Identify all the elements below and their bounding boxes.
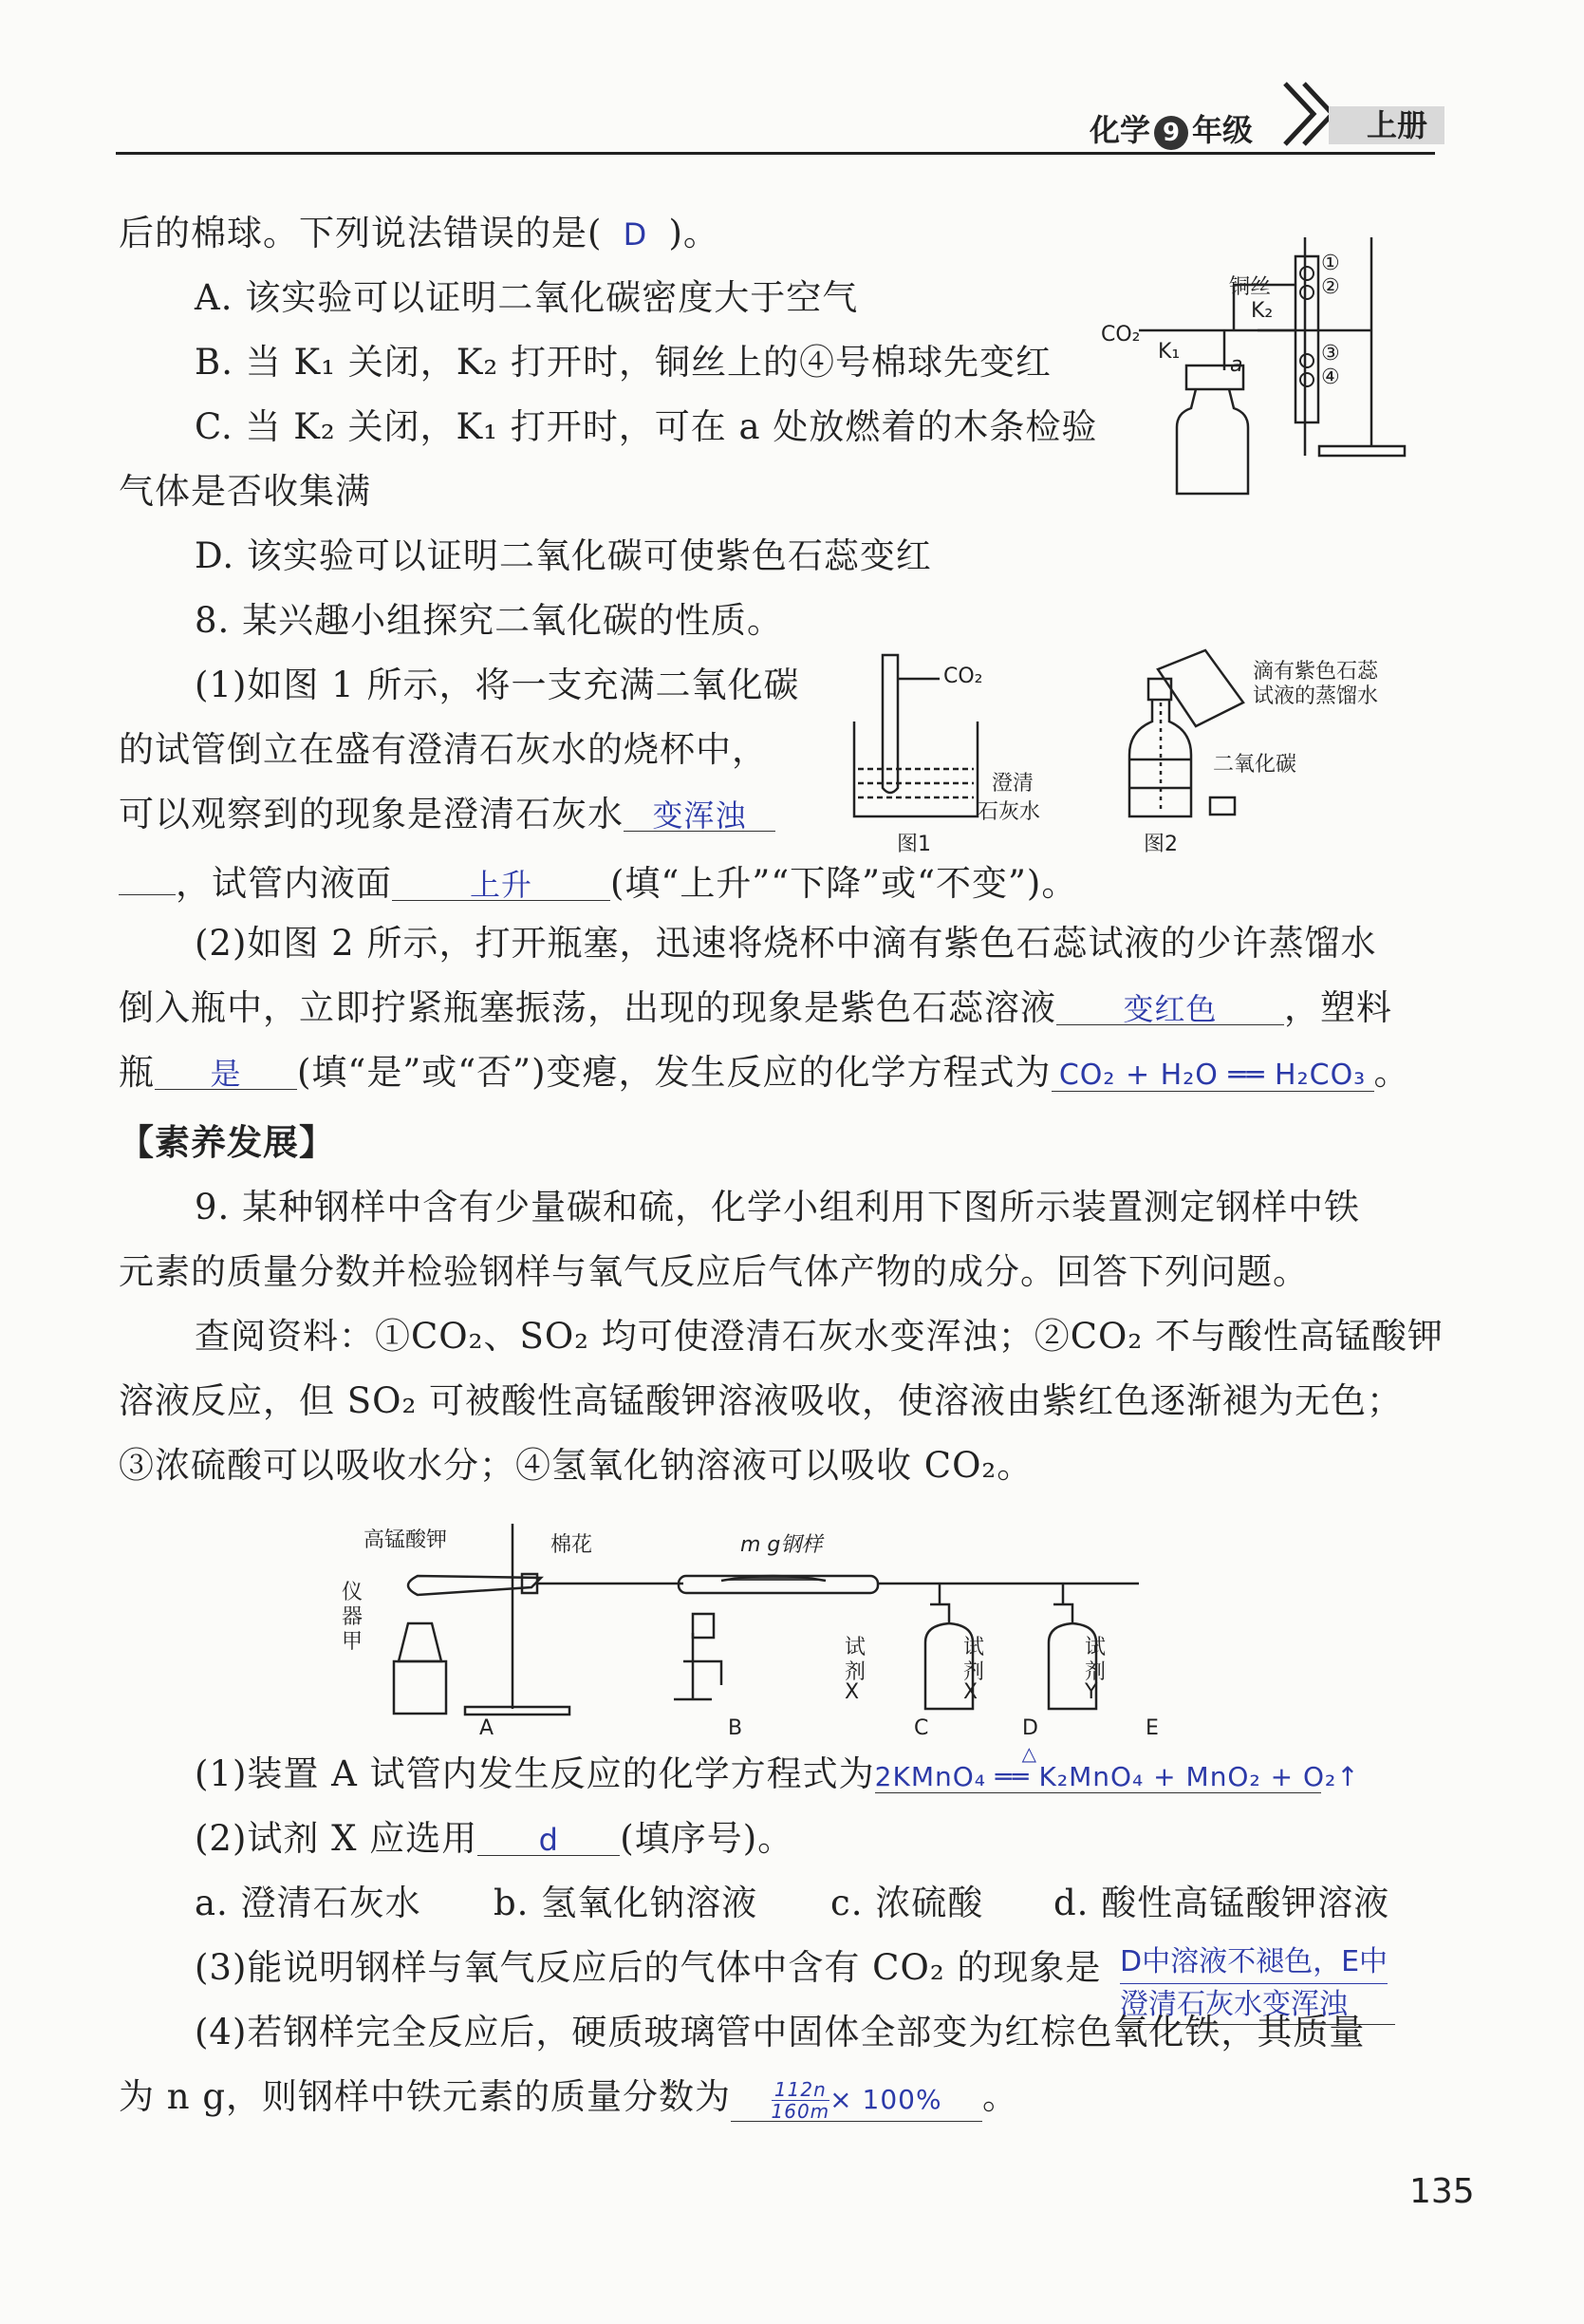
q9-line3: 查阅资料：①CO₂、SO₂ 均可使澄清石灰水变浑浊；②CO₂ 不与酸性高锰酸钾	[195, 1316, 1444, 1357]
q8-p2-line2	[119, 985, 1392, 1031]
q9-s4-fraction	[772, 2079, 830, 2122]
q9-s3-text: (3)能说明钢样与氧气反应后的气体中含有 CO₂ 的现象是	[195, 1947, 1102, 1988]
q7-option-c: C. 当 K₂ 关闭，K₁ 打开时，可在 a 处放燃着的木条检验	[195, 406, 1098, 447]
q7-ball-1: ①	[1321, 252, 1340, 275]
q8-p1-line4	[119, 856, 1077, 907]
q7-ball-4: ④	[1321, 365, 1340, 389]
q9-s4-percent: × 100%	[829, 2084, 942, 2115]
q8-p2-line3-end: 。	[1373, 1052, 1410, 1093]
q9-s2	[195, 1816, 793, 1862]
q9-reagent-c-1: 试	[845, 1636, 867, 1659]
q9-s4-end: 。	[982, 2076, 1019, 2117]
q8-answer-2: 上升	[392, 862, 610, 901]
q9-label-instrument-1: 仪	[342, 1581, 363, 1604]
q8-p2-line2-text: 倒入瓶中，立即拧紧瓶塞振荡，出现的现象是紫色石蕊溶液	[119, 987, 1056, 1028]
q7-option-d: D. 该实验可以证明二氧化碳可使紫色石蕊变红	[195, 535, 932, 576]
q8-title: 8. 某兴趣小组探究二氧化碳的性质。	[195, 600, 784, 641]
q7-stem-end: )。	[668, 213, 719, 253]
q9-letter-d: D	[1022, 1716, 1038, 1740]
q9-letter-b: B	[728, 1716, 743, 1740]
q8-fig1-limewater1: 澄清	[992, 772, 1034, 796]
q9-s4-denominator: 160m	[771, 2099, 830, 2123]
q8-p2-line3-a: 瓶	[119, 1052, 155, 1093]
q9-s3-answer-2: 澄清石灰水变浑浊	[1120, 1986, 1395, 2025]
q9-s4-line2	[119, 2074, 1018, 2122]
q7-option-a: A. 该实验可以证明二氧化碳密度大于空气	[195, 277, 859, 318]
q8-p1-line4-end: (填“上升”“下降”或“不变”)。	[610, 863, 1078, 904]
q9-line2: 元素的质量分数并检验钢样与氧气反应后气体产物的成分。回答下列问题。	[119, 1251, 1309, 1292]
q7-label-co2: CO₂	[1101, 323, 1141, 347]
volume-label: 上册	[1329, 106, 1444, 144]
q9-letter-a: A	[479, 1716, 494, 1740]
q9-s4-answer	[731, 2075, 982, 2122]
q8-fig2-caption: 图2	[1144, 833, 1178, 856]
q7-label-k1: K₁	[1158, 340, 1181, 364]
q8-fig2-co2: 二氧化碳	[1213, 753, 1297, 777]
q9-letter-e: E	[1146, 1716, 1159, 1740]
q9-s1-condition: △	[1021, 1742, 1038, 1765]
q8-fig1-caption: 图1	[897, 833, 931, 856]
q8-answer-3: 变红色	[1056, 986, 1284, 1025]
q8-answer-5: CO₂ + H₂O ══ H₂CO₃	[1052, 1053, 1374, 1092]
grade-badge: 9	[1154, 116, 1188, 150]
q9-reagent-e-2: 剂	[1085, 1660, 1107, 1684]
q7-option-b: B. 当 K₁ 关闭，K₂ 打开时，铜丝上的④号棉球先变红	[195, 342, 1052, 383]
q7-label-copper: 铜丝	[1229, 275, 1272, 299]
q9-line1: 9. 某种钢样中含有少量碳和硫，化学小组利用下图所示装置测定钢样中铁	[195, 1187, 1361, 1228]
q9-line5: ③浓硫酸可以吸收水分；④氢氧化钠溶液可以吸收 CO₂。	[119, 1445, 1034, 1486]
q7-stem-text: 后的棉球。下列说法错误的是(	[119, 213, 603, 253]
q8-fig2-litmus1: 滴有紫色石蕊	[1253, 660, 1379, 684]
q8-p2-line3	[119, 1050, 1410, 1096]
q8-p1-line4-mid: ，试管内液面	[176, 863, 392, 904]
q9-choice-d: d. 酸性高锰酸钾溶液	[1053, 1883, 1390, 1923]
header-rule	[116, 152, 1435, 155]
grade-suffix: 年级	[1192, 112, 1254, 148]
q9-reagent-d-2: 剂	[963, 1660, 985, 1684]
q9-s4-numerator: 112n	[772, 2079, 830, 2101]
q9-s2-end: (填序号)。	[620, 1818, 794, 1859]
q8-fig1-limewater2: 石灰水	[978, 800, 1041, 824]
q9-line4: 溶液反应，但 SO₂ 可被酸性高锰酸钾溶液吸收，使溶液由紫红色逐渐褪为无色；	[119, 1380, 1404, 1421]
q7-ball-2: ②	[1321, 275, 1340, 299]
q8-answer-1-cont	[119, 856, 176, 895]
q7-option-c-cont: 气体是否收集满	[119, 471, 371, 512]
q8-p2-line3-b: (填“是”或“否”)变瘪，发生反应的化学方程式为	[297, 1052, 1052, 1093]
q9-reagent-c-2: 剂	[845, 1660, 867, 1684]
q9-choice-c: c. 浓硫酸	[830, 1883, 984, 1923]
q8-p1-line2: 的试管倒立在盛有澄清石灰水的烧杯中，	[119, 729, 768, 770]
q9-s1-answer: 2KMnO₄ ══ K₂MnO₄ + MnO₂ + O₂↑	[875, 1754, 1321, 1793]
header-subject	[1090, 106, 1253, 150]
q8-fig2-litmus2: 试液的蒸馏水	[1253, 684, 1379, 708]
q9-s4-line2-text: 为 n g，则钢样中铁元素的质量分数为	[119, 2076, 732, 2117]
q9-reagent-d-3: X	[963, 1680, 978, 1704]
q8-p2-line2-end: ，塑料	[1284, 987, 1392, 1028]
q8-answer-1: 变浑浊	[624, 793, 775, 832]
q9-label-instrument-2: 器	[342, 1605, 363, 1629]
q9-s1	[195, 1742, 1360, 1797]
q9-letter-c: C	[914, 1716, 929, 1740]
q9-reagent-c-3: X	[845, 1680, 860, 1704]
subject-label: 化学	[1090, 112, 1151, 148]
q8-p1-line3	[119, 792, 775, 837]
q8-p2-line1: (2)如图 2 所示，打开瓶塞，迅速将烧杯中滴有紫色石蕊试液的少许蒸馏水	[195, 923, 1377, 964]
q9-label-kmno4: 高锰酸钾	[363, 1528, 448, 1552]
q9-label-cotton: 棉花	[550, 1533, 593, 1557]
q9-choice-b: b. 氢氧化钠溶液	[494, 1883, 758, 1923]
q7-label-k2: K₂	[1251, 299, 1274, 323]
q9-s3-answer-1: D中溶液不褪色，E中	[1120, 1941, 1388, 1984]
q9-label-instrument-3: 甲	[342, 1630, 363, 1654]
q9-reagent-e-1: 试	[1085, 1636, 1107, 1659]
q9-reagent-e-3: Y	[1085, 1680, 1098, 1704]
q8-fig1-co2: CO₂	[943, 665, 983, 688]
q9-s2-answer: d	[477, 1817, 620, 1856]
q7-answer: D	[623, 216, 648, 253]
section-heading: 【素养发展】	[119, 1122, 335, 1163]
q9-reagent-d-1: 试	[963, 1636, 985, 1659]
q8-figures	[845, 646, 1262, 835]
q9-s1-text: (1)装置 A 试管内发生反应的化学方程式为	[195, 1753, 875, 1794]
q9-s3	[195, 1945, 1101, 1991]
q9-choice-a: a. 澄清石灰水	[195, 1883, 421, 1923]
q7-stem	[119, 211, 719, 257]
q8-p1-line1: (1)如图 1 所示，将一支充满二氧化碳	[195, 665, 800, 705]
q9-label-sample: m g钢样	[740, 1533, 823, 1557]
page-number: 135	[1409, 2172, 1475, 2211]
q8-answer-4: 是	[155, 1051, 297, 1090]
q9-s2-text: (2)试剂 X 应选用	[195, 1818, 478, 1859]
q7-apparatus-figure	[1101, 228, 1433, 503]
q7-ball-3: ③	[1321, 342, 1340, 365]
q7-label-a: a	[1230, 353, 1243, 377]
q9-s4-line1: (4)若钢样完全反应后，硬质玻璃管中固体全部变为红棕色氧化铁，其质量	[195, 2012, 1366, 2052]
q8-p1-line3-text: 可以观察到的现象是澄清石灰水	[119, 794, 624, 834]
